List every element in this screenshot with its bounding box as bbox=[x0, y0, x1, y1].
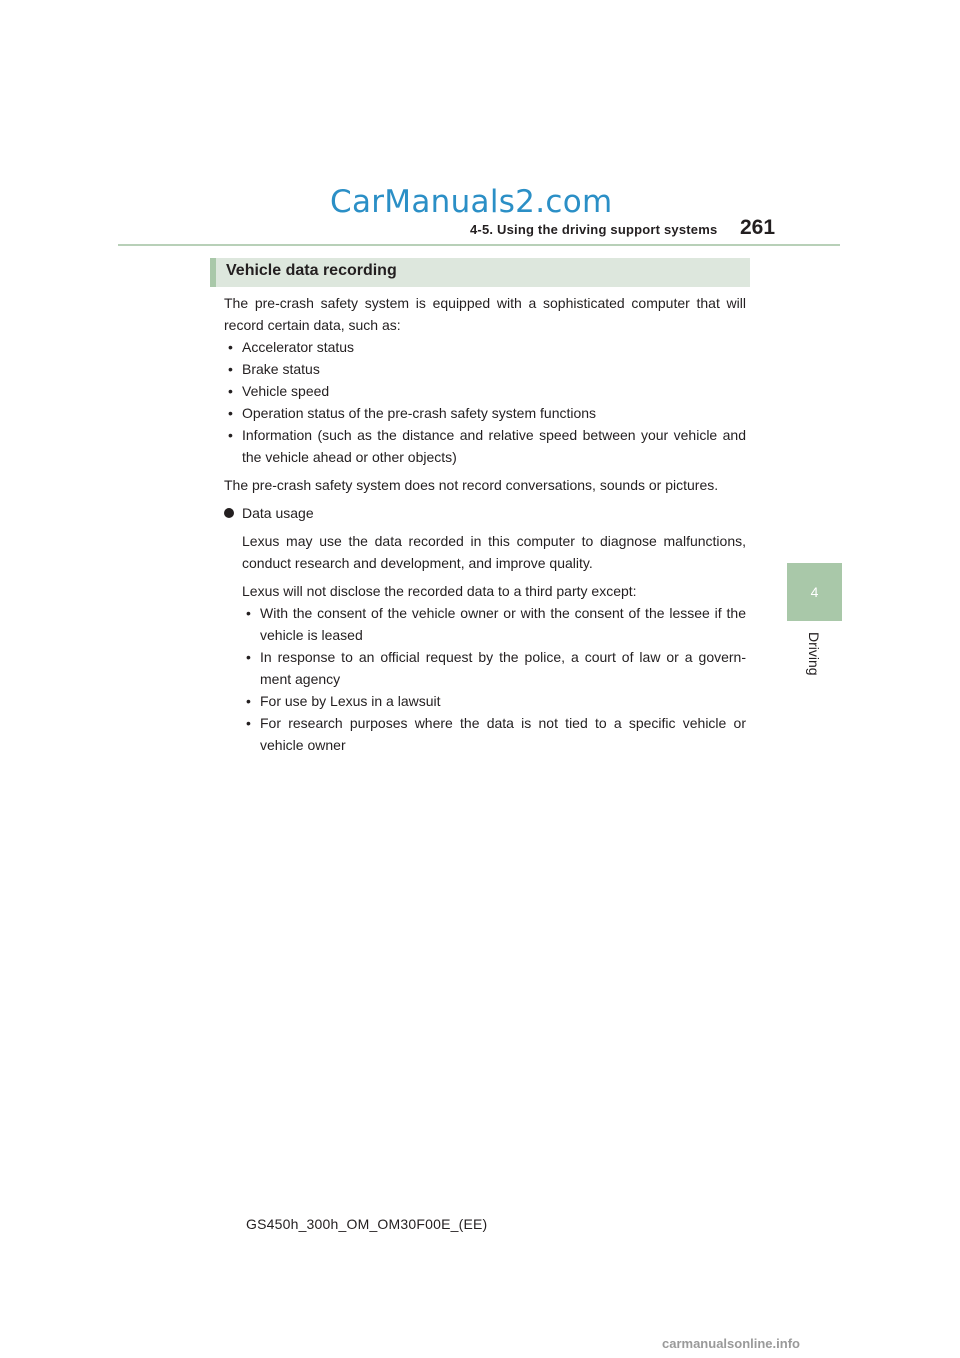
list-item: • For research purposes where the data is not tied to a specific vehicle or vehicle owner bbox=[242, 712, 746, 756]
exceptions-list bbox=[242, 602, 746, 756]
not-recorded-paragraph: The pre-crash safety system does not record conversations, sounds or pictures. bbox=[224, 477, 719, 493]
recorded-items-list bbox=[224, 336, 746, 468]
watermark-bottom-text: carmanualsonline.info bbox=[662, 1336, 800, 1351]
data-usage-section bbox=[224, 502, 746, 756]
data-usage-paragraph: Lexus may use the data recorded in this computer to diagnose malfunctions, conduct research and development, and improve quality. bbox=[242, 533, 746, 571]
disclosure-paragraph: Lexus will not disclose the recorded data to a third party except: bbox=[242, 583, 637, 599]
content-body bbox=[224, 292, 746, 762]
list-item: • Operation status of the pre-crash safety system functions bbox=[224, 402, 746, 424]
watermark-logo-text: CarManuals2.com bbox=[330, 184, 613, 220]
list-item: • Vehicle speed bbox=[224, 380, 746, 402]
list-item: • Accelerator status bbox=[224, 336, 746, 358]
manual-code: GS450h_300h_OM_OM30F00E_(EE) bbox=[246, 1216, 488, 1232]
section-heading-text: Vehicle data recording bbox=[226, 262, 397, 279]
intro-paragraph: The pre-crash safety system is equipped with a sophisticated computer that will record certain data, such as: bbox=[224, 295, 746, 333]
section-title: 4-5. Using the driving support systems bbox=[470, 222, 718, 237]
chapter-tab: 4 bbox=[787, 563, 842, 621]
section-heading bbox=[210, 258, 750, 287]
chapter-label: Driving bbox=[806, 632, 822, 676]
data-usage-heading bbox=[242, 502, 746, 524]
list-item: • In response to an official request by the police, a court of law or a govern-ment agency bbox=[242, 646, 746, 690]
header-divider bbox=[118, 244, 840, 246]
page-number: 261 bbox=[740, 216, 776, 239]
list-item: • With the consent of the vehicle owner or with the consent of the lessee if the vehicle is leased bbox=[242, 602, 746, 646]
list-item: • For use by Lexus in a lawsuit bbox=[242, 690, 746, 712]
list-item: • Information (such as the distance and relative speed between your vehicle and the vehicle ahead or other objects) bbox=[224, 424, 746, 468]
data-usage-title: Data usage bbox=[242, 505, 314, 521]
filled-circle-bullet-icon bbox=[224, 508, 234, 518]
list-item: • Brake status bbox=[224, 358, 746, 380]
